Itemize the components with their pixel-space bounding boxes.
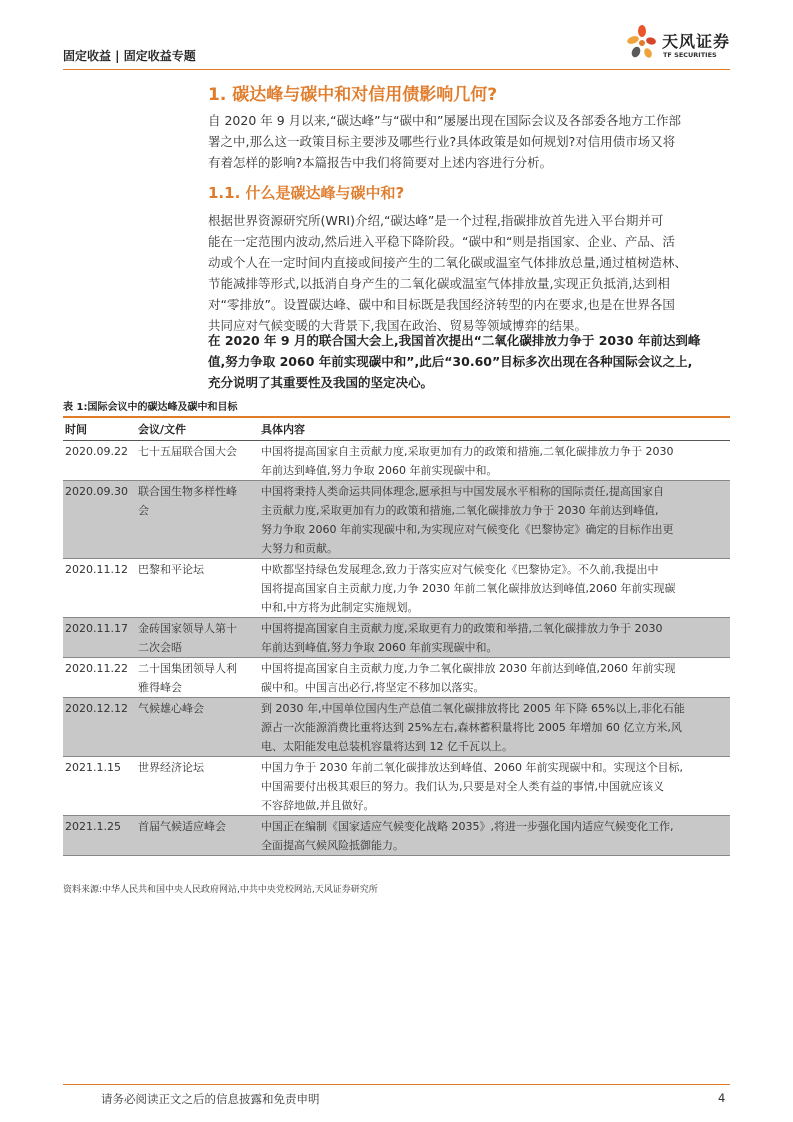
cell-line: 七十五届联合国大会 [138,445,237,458]
header-section-label: 固定收益 | 固定收益专题 [63,49,196,63]
logo-english-text: TF SECURITIES [663,51,717,59]
row-date: 2021.1.25 [63,816,138,856]
cell-line: 二次会晤 [138,641,182,654]
cell-line: 中和,中方将为此制定实施规划。 [261,601,419,614]
table-row [63,757,730,816]
logo-flower-icon [625,24,661,64]
cell-line: 中国正在编制《国家适应气候变化战略 2035》,将进一步强化国内适应气候变化工作, [261,820,674,833]
row-content [261,757,730,816]
row-date: 2020.11.12 [63,559,138,618]
row-content [261,559,730,618]
cell-line: 二十国集团领导人利 [138,662,237,675]
paragraph-line: 署之中,那么这一政策目标主要涉及哪些行业?具体政策是如何规划?对信用债市场又将 [208,134,676,149]
cell-line: 世界经济论坛 [138,761,204,774]
intro-paragraph [208,110,730,173]
row-meeting [138,757,261,816]
table-row [63,658,730,698]
logo-chinese-text: 天风证券 [662,32,731,51]
row-meeting [138,698,261,757]
paragraph-line: 有着怎样的影响?本篇报告中我们将简要对上述内容进行分析。 [208,155,553,170]
cell-line: 中国力争于 2030 年前二氧化碳排放达到峰值、2060 年前实现碳中和。实现这个目标, [261,761,683,774]
table-row [63,816,730,856]
cell-line: 中国需要付出极其艰巨的努力。我们认为,只要是对全人类有益的事情,中国就应该义 [261,780,664,793]
cell-line: 会 [138,504,149,517]
row-content [261,698,730,757]
paragraph-line: 值,努力争取 2060 年前实现碳中和”,此后“30.60”目标多次出现在各种国际会议之上, [208,354,693,369]
footer-disclaimer: 请务必阅读正文之后的信息披露和免责申明 [101,1092,320,1106]
row-meeting [138,658,261,698]
cell-line: 源占一次能源消费比重将达到 25%左右,森林蓄积量将比 2005 年增加 60 亿立方米,风 [261,721,682,734]
cell-line: 碳中和。中国言出必行,将坚定不移加以落实。 [261,681,485,694]
header-content: 具体内容 [261,417,730,441]
cell-line: 金砖国家领导人第十 [138,622,237,635]
paragraph-line: 能在一定范围内波动,然后进入平稳下降阶段。“碳中和“则是指国家、企业、产品、活 [208,234,675,249]
definition-paragraph [208,210,730,336]
paragraph-line: 根据世界资源研究所(WRI)介绍,“碳达峰”是一个过程,指碳排放首先进入平台期并可 [208,213,664,228]
row-meeting [138,559,261,618]
row-content [261,618,730,658]
row-content [261,441,730,481]
cell-line: 努力争取 2060 年前实现碳中和,为实现应对气候变化《巴黎协定》确定的目标作出更 [261,523,674,536]
footer-divider [63,1084,730,1085]
row-date: 2021.1.15 [63,757,138,816]
cell-line: 电、太阳能发电总装机容量将达到 12 亿千瓦以上。 [261,740,513,753]
row-content [261,816,730,856]
row-meeting [138,481,261,559]
table-source-note: 资料来源:中华人民共和国中央人民政府网站,中共中央党校网站,天风证券研究所 [63,885,378,895]
cell-line: 中欧都坚持绿色发展理念,致力于落实应对气候变化《巴黎协定》。不久前,我提出中 [261,563,659,576]
header-divider [63,69,730,70]
table-row [63,441,730,481]
carbon-goals-table [63,416,730,856]
cell-line: 中国将提高国家自主贡献力度,力争二氧化碳排放 2030 年前达到峰值,2060 年前实现 [261,662,676,675]
row-date: 2020.12.12 [63,698,138,757]
row-content [261,481,730,559]
header-meeting: 会议/文件 [138,417,261,441]
cell-line: 大努力和贡献。 [261,542,338,555]
cell-line: 首届气候适应峰会 [138,820,226,833]
cell-line: 中国将提高国家自主贡献力度,采取更加有力的政策和措施,二氧化碳排放力争于 2030 [261,445,674,458]
cell-line: 到 2030 年,中国单位国内生产总值二氧化碳排放将比 2005 年下降 65%以上,非化石能 [261,702,685,715]
section-heading-1: 1. 碳达峰与碳中和对信用债影响几何? [208,85,498,105]
row-meeting [138,816,261,856]
row-date: 2020.11.17 [63,618,138,658]
cell-line: 国将提高国家自主贡献力度,力争 2030 年前二氧化碳排放达到峰值,2060 年前实现碳 [261,582,676,595]
table-caption: 表 1:国际会议中的碳达峰及碳中和目标 [63,402,238,413]
paragraph-line: 节能减排等形式,以抵消自身产生的二氧化碳或温室气体排放量,实现正负抵消,达到相 [208,276,670,291]
paragraph-line: 共同应对气候变暖的大背景下,我国在政治、贸易等领域博弈的结果。 [208,318,587,333]
cell-line: 气候雄心峰会 [138,702,204,715]
cell-line: 不容辞地做,并且做好。 [261,799,375,812]
header-date: 时间 [63,417,138,441]
table-header-row [63,417,730,441]
row-content [261,658,730,698]
paragraph-line: 自 2020 年 9 月以来,“碳达峰”与“碳中和”屡屡出现在国际会议及各部委各地方工作部 [208,113,682,128]
cell-line: 中国将提高国家自主贡献力度,采取更有力的政策和举措,二氧化碳排放力争于 2030 [261,622,663,635]
row-meeting [138,618,261,658]
paragraph-line: 对“零排放”。设置碳达峰、碳中和目标既是我国经济转型的内在要求,也是在世界各国 [208,297,675,312]
cell-line: 年前达到峰值,努力争取 2060 年前实现碳中和。 [261,641,498,654]
cell-line: 中国将秉持人类命运共同体理念,愿承担与中国发展水平相称的国际责任,提高国家自 [261,485,664,498]
cell-line: 雅得峰会 [138,681,182,694]
cell-line: 联合国生物多样性峰 [138,485,237,498]
paragraph-line: 动或个人在一定时间内直接或间接产生的二氧化碳或温室气体排放总量,通过植树造林、 [208,255,687,270]
company-logo [625,24,735,64]
row-meeting [138,441,261,481]
page-number: 4 [718,1091,726,1105]
cell-line: 全面提高气候风险抵御能力。 [261,839,404,852]
row-date: 2020.11.22 [63,658,138,698]
table-row [63,559,730,618]
row-date: 2020.09.30 [63,481,138,559]
section-heading-1-1: 1.1. 什么是碳达峰与碳中和? [208,184,405,202]
cell-line: 年前达到峰值,努力争取 2060 年前实现碳中和。 [261,464,498,477]
table-row [63,698,730,757]
paragraph-line: 充分说明了其重要性及我国的坚定决心。 [208,375,434,390]
row-date: 2020.09.22 [63,441,138,481]
table-row [63,481,730,559]
cell-line: 主贡献力度,采取更加有力的政策和措施,二氧化碳排放力争于 2030 年前达到峰值, [261,504,659,517]
bold-summary-paragraph [208,330,730,393]
paragraph-line: 在 2020 年 9 月的联合国大会上,我国首次提出“二氧化碳排放力争于 2030 年前达到峰 [208,333,701,348]
table-row [63,618,730,658]
cell-line: 巴黎和平论坛 [138,563,204,576]
